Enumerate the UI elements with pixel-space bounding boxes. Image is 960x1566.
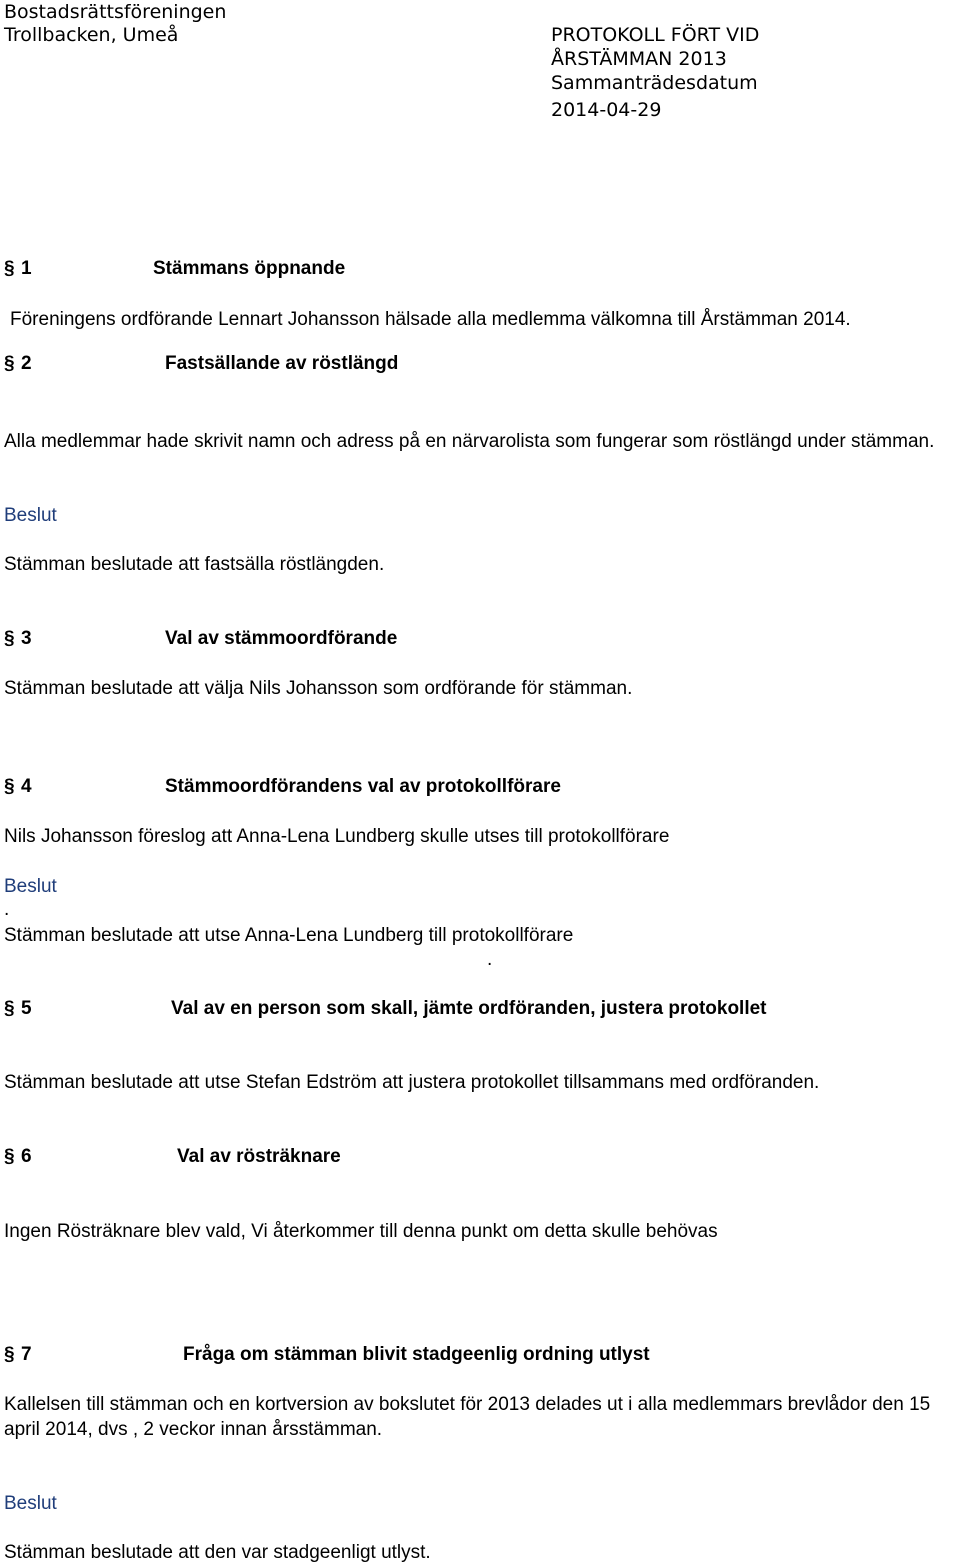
decision-label: Beslut bbox=[4, 505, 57, 526]
section-number: 5 bbox=[21, 998, 32, 1019]
decision-text: Stämman beslutade att fastsälla röstlängden. bbox=[4, 554, 385, 575]
decision-text: Stämman beslutade att utse Anna-Lena Lundberg till protokollförare bbox=[4, 925, 574, 946]
section-text: Nils Johansson föreslog att Anna-Lena Lundberg skulle utses till protokollförare bbox=[4, 826, 670, 847]
section-symbol: § bbox=[4, 998, 15, 1019]
section-number: 3 bbox=[21, 628, 32, 649]
decision-label: Beslut bbox=[4, 876, 57, 897]
section-number: 7 bbox=[21, 1344, 32, 1365]
section-text: Stämman beslutade att välja Nils Johansson som ordförande för stämman. bbox=[4, 678, 633, 699]
section-number: 4 bbox=[21, 776, 32, 797]
section-title: Val av en person som skall, jämte ordföranden, justera protokollet bbox=[171, 998, 767, 1019]
section-title: Val av rösträknare bbox=[177, 1146, 341, 1167]
section-text: Föreningens ordförande Lennart Johansson hälsade alla medlemma välkomna till Årstämman 2014. bbox=[10, 309, 851, 330]
section-text: Stämman beslutade att utse Stefan Edström att justera protokollet tillsammans med ordföranden. bbox=[4, 1072, 820, 1093]
section-text: Alla medlemmar hade skrivit namn och adress på en närvarolista som fungerar som röstlängd under stämman. bbox=[4, 431, 935, 452]
protocol-title: PROTOKOLL FÖRT VID bbox=[551, 24, 760, 46]
section-symbol: § bbox=[4, 1344, 15, 1365]
section-title: Fastsällande av röstlängd bbox=[165, 353, 399, 374]
section-title: Stämmans öppnande bbox=[153, 258, 346, 279]
section-title: Fråga om stämman blivit stadgeenlig ordning utlyst bbox=[183, 1344, 650, 1365]
stray-dot: . bbox=[4, 899, 10, 920]
stray-dot: . bbox=[487, 949, 493, 970]
section-title: Val av stämmoordförande bbox=[165, 628, 398, 649]
section-symbol: § bbox=[4, 258, 15, 279]
org-name: Bostadsrättsföreningen bbox=[4, 1, 227, 23]
section-text: Ingen Rösträknare blev vald, Vi återkommer till denna punkt om detta skulle behövas bbox=[4, 1221, 718, 1242]
decision-label: Beslut bbox=[4, 1493, 57, 1514]
protocol-subtitle: ÅRSTÄMMAN 2013 bbox=[551, 48, 727, 70]
decision-text: Stämman beslutade att den var stadgeenligt utlyst. bbox=[4, 1542, 431, 1563]
section-number: 1 bbox=[21, 258, 32, 279]
section-symbol: § bbox=[4, 1146, 15, 1167]
section-number: 6 bbox=[21, 1146, 32, 1167]
section-number: 2 bbox=[21, 353, 32, 374]
section-symbol: § bbox=[4, 628, 15, 649]
meeting-date-label: Sammanträdesdatum bbox=[551, 72, 758, 94]
section-title: Stämmoordförandens val av protokollförare bbox=[165, 776, 561, 797]
section-symbol: § bbox=[4, 353, 15, 374]
org-location: Trollbacken, Umeå bbox=[4, 24, 179, 46]
meeting-date-value: 2014-04-29 bbox=[551, 99, 662, 121]
section-symbol: § bbox=[4, 776, 15, 797]
section-text: Kallelsen till stämman och en kortversion av bokslutet för 2013 delades ut i alla medlemmars brevlådor den 15 april 2014, dvs , 2 veckor innan årsstämman. bbox=[4, 1394, 931, 1440]
